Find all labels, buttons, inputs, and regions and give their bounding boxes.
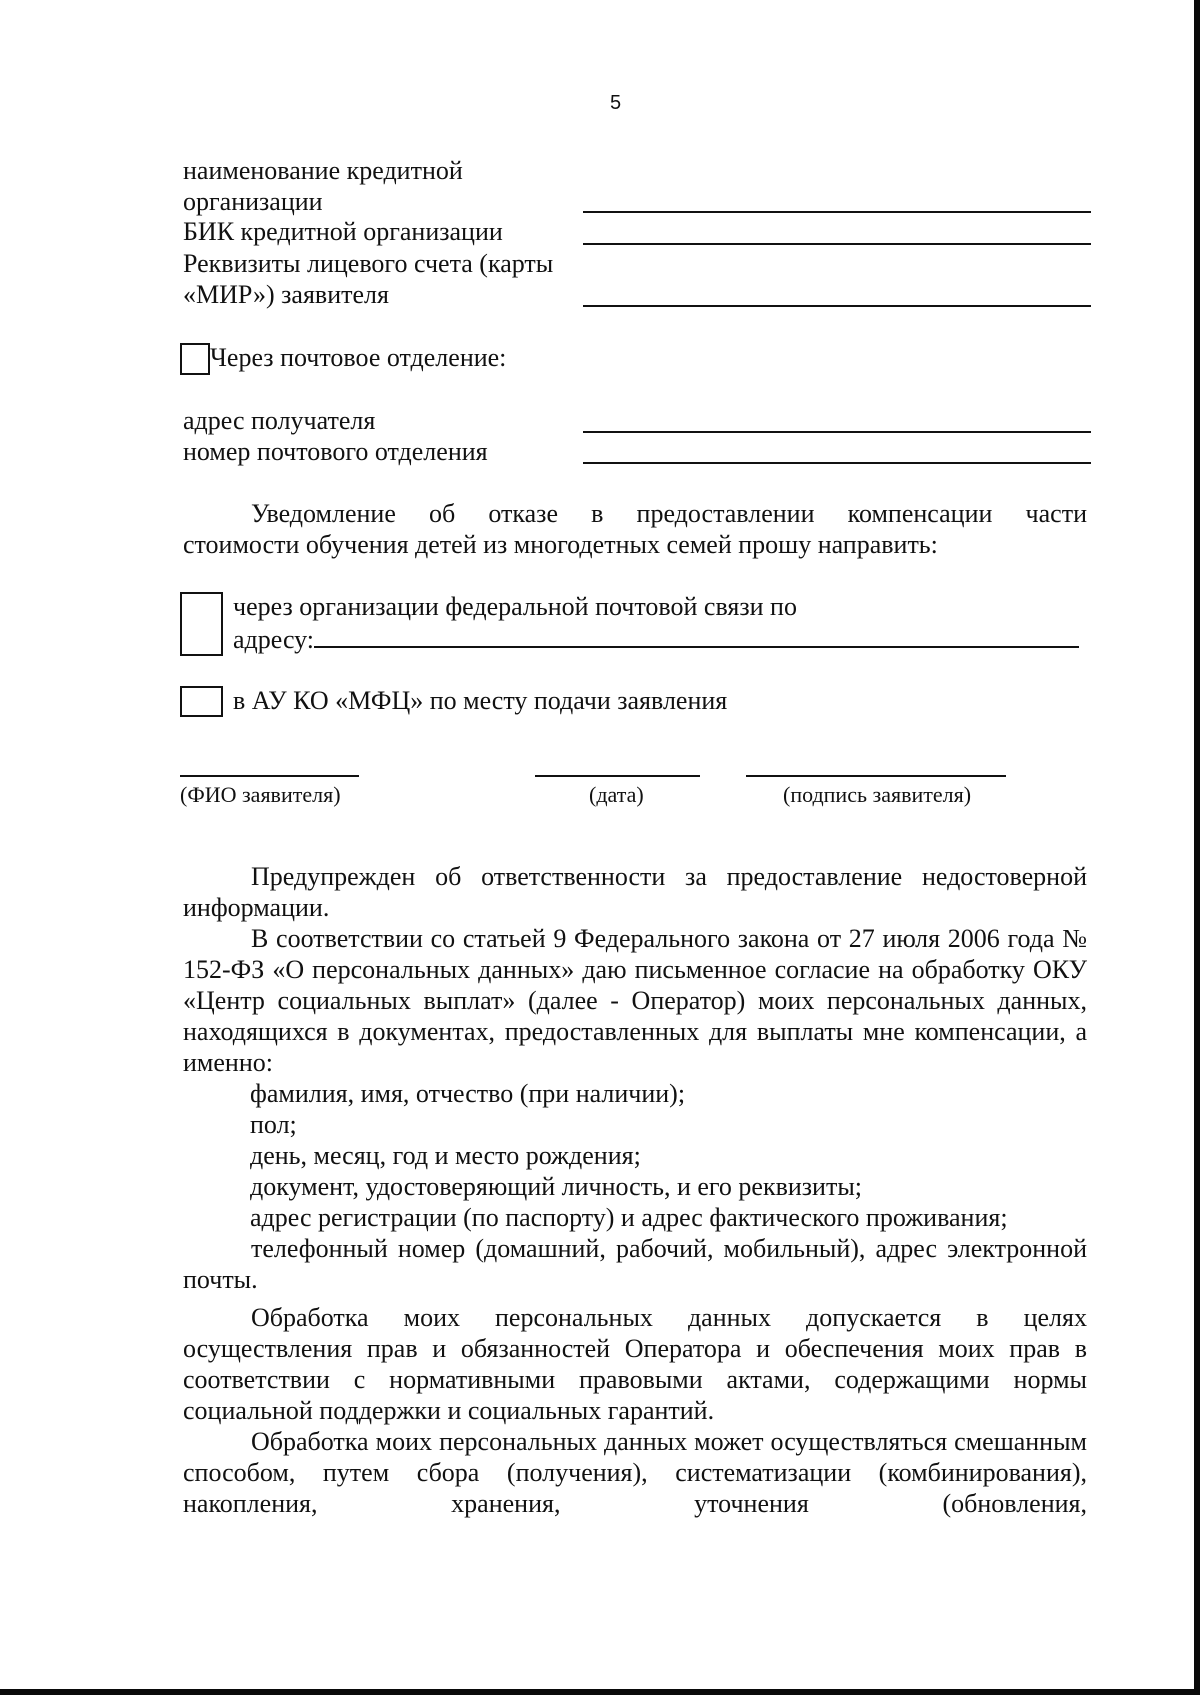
account-field[interactable] <box>583 305 1091 307</box>
notification-intro-line-1: Уведомление об отказе в предоставлении компенсации части <box>251 499 1087 528</box>
post-office-label: Через почтовое отделение: <box>210 343 507 372</box>
list-item: фамилия, имя, отчество (при наличии); <box>250 1079 686 1108</box>
warning-line-1: Предупрежден об ответственности за предоставление недостоверной <box>251 862 1087 891</box>
federal-post-label-1: через организации федеральной почтовой связи по <box>233 592 797 621</box>
address-field[interactable] <box>314 626 1079 648</box>
notification-intro-line-2: стоимости обучения детей из многодетных семей прошу направить: <box>183 530 938 559</box>
date-signature-line[interactable] <box>535 775 700 777</box>
bik-label: БИК кредитной организации <box>183 217 503 246</box>
warning-line-2: информации. <box>183 893 330 922</box>
post-office-number-label: номер почтового отделения <box>183 437 488 466</box>
sign-signature-line[interactable] <box>746 775 1006 777</box>
federal-post-checkbox[interactable] <box>180 592 223 656</box>
bank-name-label-2: организации <box>183 187 323 216</box>
recipient-address-label: адрес получателя <box>183 406 376 435</box>
processing-paragraph: Обработка моих персональных данных допускается в целях осуществления прав и обязанностей Оператора и обеспечения моих прав в соответствии с нормативными правовыми актами, содержащими нормы социальной поддержки и социальных гарантий. <box>183 1303 1087 1425</box>
account-label-1: Реквизиты лицевого счета (карты <box>183 249 554 278</box>
mfc-label: в АУ КО «МФЦ» по месту подачи заявления <box>233 686 728 715</box>
list-item: документ, удостоверяющий личность, и его реквизиты; <box>250 1172 863 1201</box>
post-office-checkbox[interactable] <box>180 343 210 375</box>
mfc-checkbox[interactable] <box>180 686 223 717</box>
federal-post-label-2 <box>233 625 1079 655</box>
list-item: адрес регистрации (по паспорту) и адрес фактического проживания; <box>250 1203 1008 1232</box>
list-item: день, месяц, год и место рождения; <box>250 1141 641 1170</box>
method-paragraph: Обработка моих персональных данных может осуществляться смешанным способом, путем сбора (получения), систематизации (комбинирования), накопления, хранения, уточнения (обновления, <box>183 1427 1087 1518</box>
bik-field[interactable] <box>583 243 1091 245</box>
recipient-address-field[interactable] <box>583 431 1091 433</box>
notification-intro <box>183 498 1087 560</box>
page-right-edge <box>1194 0 1200 1695</box>
personal-data-list <box>250 1078 1008 1233</box>
bank-name-label-1: наименование кредитной <box>183 156 463 185</box>
page-number: 5 <box>610 92 622 114</box>
sign-caption: (подпись заявителя) <box>783 782 972 807</box>
fio-caption: (ФИО заявителя) <box>180 782 341 807</box>
address-label: адресу: <box>233 625 315 654</box>
fio-signature-line[interactable] <box>180 775 359 777</box>
page-bottom-edge <box>0 1689 1200 1695</box>
post-office-number-field[interactable] <box>583 462 1091 464</box>
list-item: пол; <box>250 1110 297 1139</box>
date-caption: (дата) <box>589 782 644 807</box>
law-paragraph: В соответствии со статьей 9 Федерального закона от 27 июля 2006 года № 152-ФЗ «О персональных данных» даю письменное согласие на обработку ОКУ «Центр социальных выплат» (далее - Оператор) моих персональных данных, находящихся в документах, предоставленных для выплаты мне компенсации, а именно: <box>183 924 1087 1077</box>
account-label-2: «МИР») заявителя <box>183 280 389 309</box>
bank-name-field[interactable] <box>583 211 1091 213</box>
responsibility-warning <box>183 861 1087 923</box>
phone-paragraph: телефонный номер (домашний, рабочий, мобильный), адрес электронной почты. <box>183 1234 1087 1294</box>
